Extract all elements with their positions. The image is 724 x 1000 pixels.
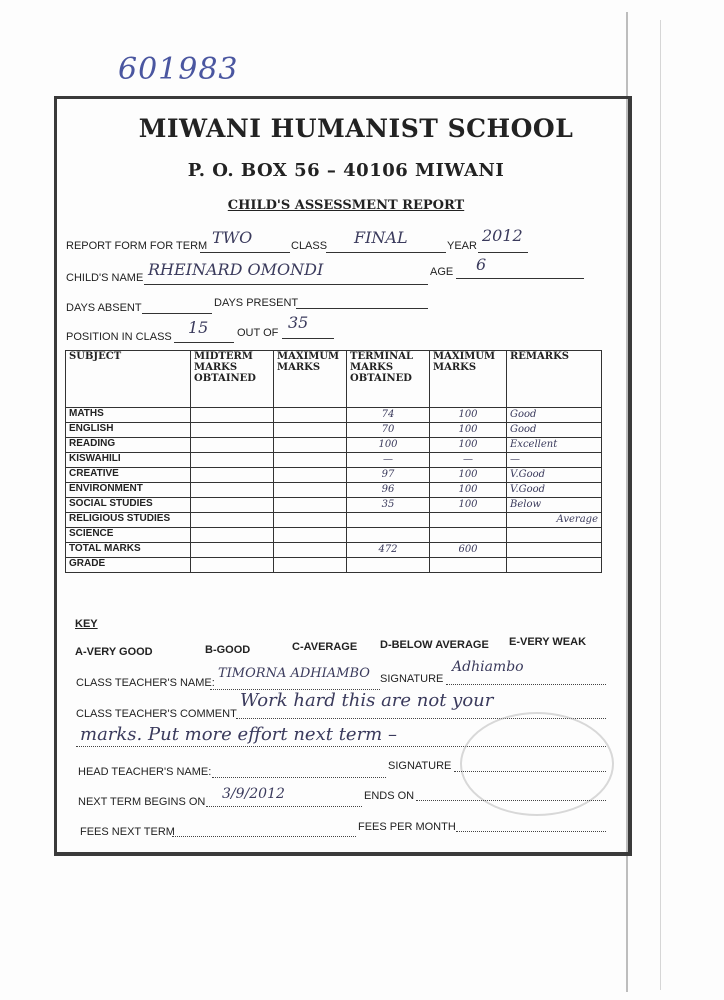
out-of-value: 35 <box>288 313 309 332</box>
remark-cell: V.Good <box>507 483 602 498</box>
header-terminal: TERMINAL MARKS OBTAINED <box>347 351 430 408</box>
next-term-label: NEXT TERM BEGINS ON <box>78 796 206 808</box>
fees-next-term-line <box>172 836 356 837</box>
school-address: P. O. BOX 56 – 40106 MIWANI <box>187 160 505 181</box>
term-value: TWO <box>212 228 253 247</box>
table-row <box>66 498 602 513</box>
remark-cell <box>507 558 602 573</box>
age-line <box>456 278 584 279</box>
teacher-comment-line2: marks. Put more effort next term – <box>80 724 397 745</box>
subject-cell: CREATIVE <box>66 468 191 483</box>
remark-cell: Average <box>507 513 602 528</box>
teacher-name-value: TIMORNA ADHIAMBO <box>218 666 370 681</box>
max-cell: — <box>430 453 507 468</box>
name-line <box>144 284 428 285</box>
max-cell: 100 <box>430 408 507 423</box>
teacher-comment-label: CLASS TEACHER'S COMMENT <box>76 708 237 720</box>
position-label: POSITION IN CLASS <box>66 331 172 343</box>
subject-cell: TOTAL MARKS <box>66 543 191 558</box>
header-midterm: MIDTERM MARKS OBTAINED <box>191 351 274 408</box>
term-line <box>200 252 290 253</box>
subject-cell: MATHS <box>66 408 191 423</box>
terminal-cell <box>347 513 430 528</box>
name-label: CHILD'S NAME <box>66 272 144 284</box>
key-item-b: B-GOOD <box>205 644 251 656</box>
head-signature-label: SIGNATURE <box>388 760 452 772</box>
table-row <box>66 513 602 528</box>
marks-table-header <box>66 351 602 408</box>
head-signature-line <box>454 771 606 772</box>
table-row <box>66 453 602 468</box>
days-absent-label: DAYS ABSENT <box>66 302 142 314</box>
teacher-name-label: CLASS TEACHER'S NAME: <box>76 677 215 689</box>
teacher-signature-label: SIGNATURE <box>380 673 444 685</box>
table-row <box>66 468 602 483</box>
terminal-cell: — <box>347 453 430 468</box>
max-cell <box>430 513 507 528</box>
terminal-cell <box>347 528 430 543</box>
term-label: REPORT FORM FOR TERM <box>66 240 208 252</box>
max-cell <box>430 558 507 573</box>
reference-number: 601983 <box>118 52 239 87</box>
head-teacher-line <box>212 777 386 778</box>
key-item-d: D-BELOW AVERAGE <box>380 639 489 651</box>
age-value: 6 <box>476 255 487 274</box>
marks-table <box>65 350 602 573</box>
out-of-label: OUT OF <box>237 327 279 339</box>
subject-cell: ENGLISH <box>66 423 191 438</box>
remark-cell: V.Good <box>507 468 602 483</box>
school-name: MIWANI HUMANIST SCHOOL <box>138 114 574 143</box>
days-absent-line <box>142 313 212 314</box>
table-row <box>66 438 602 453</box>
class-line <box>326 252 446 253</box>
fees-next-term-label: FEES NEXT TERM <box>80 826 175 838</box>
terminal-cell: 35 <box>347 498 430 513</box>
max-cell: 100 <box>430 438 507 453</box>
remark-cell <box>507 528 602 543</box>
key-item-e: E-VERY WEAK <box>509 636 587 648</box>
terminal-cell: 70 <box>347 423 430 438</box>
head-teacher-label: HEAD TEACHER'S NAME: <box>78 766 212 778</box>
table-row <box>66 408 602 423</box>
subject-cell: SCIENCE <box>66 528 191 543</box>
year-value: 2012 <box>482 226 523 245</box>
class-label: CLASS <box>291 240 328 252</box>
age-label: AGE <box>430 266 454 278</box>
header-remarks: REMARKS <box>507 351 602 408</box>
subject-cell: GRADE <box>66 558 191 573</box>
ends-on-label: ENDS ON <box>364 790 415 802</box>
max-cell: 100 <box>430 483 507 498</box>
position-line <box>174 342 234 343</box>
teacher-comment-line1: Work hard this are not your <box>240 690 494 711</box>
subject-cell: KISWAHILI <box>66 453 191 468</box>
subject-cell: SOCIAL STUDIES <box>66 498 191 513</box>
position-value: 15 <box>188 318 209 337</box>
teacher-signature-line <box>446 684 606 685</box>
max-cell: 100 <box>430 498 507 513</box>
child-name-value: RHEINARD OMONDI <box>148 260 324 279</box>
next-term-value: 3/9/2012 <box>222 786 285 802</box>
max-cell: 100 <box>430 468 507 483</box>
subject-cell: ENVIRONMENT <box>66 483 191 498</box>
terminal-cell: 74 <box>347 408 430 423</box>
header-maximum-mid: MAXIMUM MARKS <box>274 351 347 408</box>
max-cell: 600 <box>430 543 507 558</box>
table-row <box>66 483 602 498</box>
key-item-c: C-AVERAGE <box>292 641 358 653</box>
table-row <box>66 543 602 558</box>
max-cell <box>430 528 507 543</box>
days-present-label: DAYS PRESENT <box>214 297 299 309</box>
table-row <box>66 423 602 438</box>
fees-per-month-label: FEES PER MONTH <box>358 821 456 833</box>
table-row <box>66 528 602 543</box>
fees-per-month-line <box>456 831 606 832</box>
key-item-a: A-VERY GOOD <box>75 646 153 658</box>
remark-cell: Excellent <box>507 438 602 453</box>
table-row <box>66 558 602 573</box>
year-line <box>478 252 528 253</box>
subject-cell: READING <box>66 438 191 453</box>
class-value: FINAL <box>354 228 408 247</box>
days-present-line <box>296 308 428 309</box>
terminal-cell: 100 <box>347 438 430 453</box>
terminal-cell <box>347 558 430 573</box>
year-label: YEAR <box>447 240 477 252</box>
ends-on-line <box>416 800 606 801</box>
key-title: KEY <box>75 618 98 630</box>
remark-cell: Below <box>507 498 602 513</box>
report-title: CHILD'S ASSESSMENT REPORT <box>227 198 465 213</box>
terminal-cell: 96 <box>347 483 430 498</box>
terminal-cell: 97 <box>347 468 430 483</box>
out-of-line <box>282 338 334 339</box>
terminal-cell: 472 <box>347 543 430 558</box>
remark-cell: Good <box>507 408 602 423</box>
remark-cell: Good <box>507 423 602 438</box>
teacher-signature-value: Adhiambo <box>452 659 524 675</box>
max-cell: 100 <box>430 423 507 438</box>
subject-cell: RELIGIOUS STUDIES <box>66 513 191 528</box>
remark-cell: — <box>507 453 602 468</box>
header-maximum-term: MAXIMUM MARKS <box>430 351 507 408</box>
remark-cell <box>507 543 602 558</box>
header-subject: SUBJECT <box>66 351 191 408</box>
next-term-line <box>206 806 362 807</box>
